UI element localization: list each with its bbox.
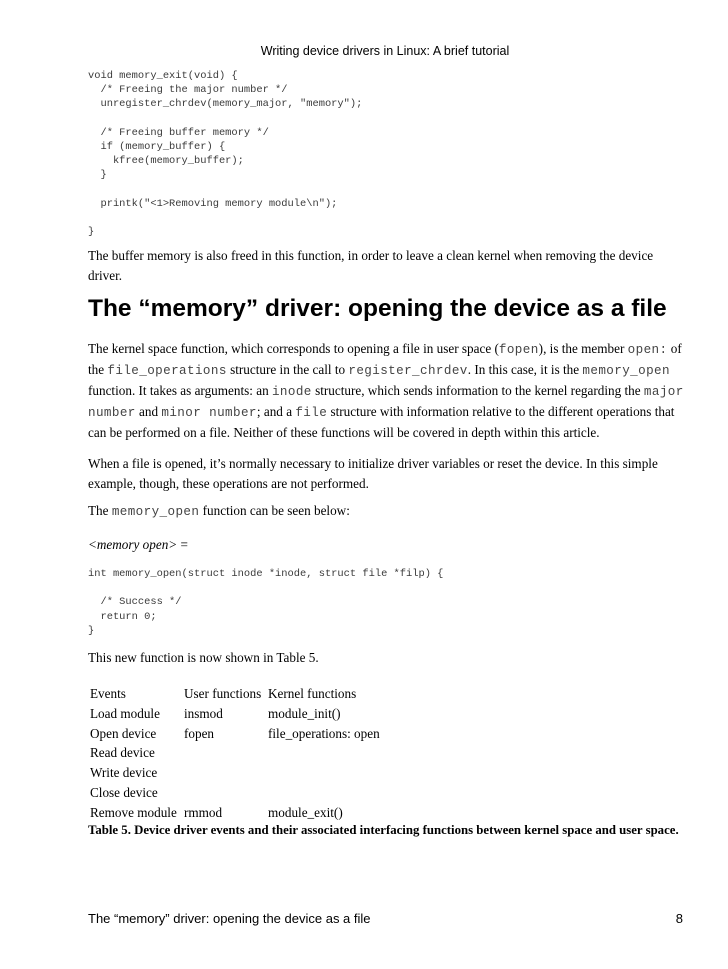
table-row: [88, 743, 382, 763]
table-cell: fopen: [184, 725, 215, 741]
table-caption: Table 5. Device driver events and their associated interfacing functions between kernel space and user space.: [88, 823, 679, 837]
table-cell: [266, 763, 382, 783]
code-block-memory-exit: void memory_exit(void) { /* Freeing the major number */ unregister_chrdev(memory_major, "memory"); /* Freeing buffer memory */ if (memory_buffer) { kfree(memory_buffer); } printk("<1>Removing memory module\n"); }: [88, 70, 363, 239]
table-header-cell: Events: [90, 686, 126, 701]
chunk-label: <memory open> =: [88, 537, 188, 552]
table-header-cell: User functions: [184, 686, 262, 701]
paragraph-memory-open-intro: The memory_open function can be seen below:: [88, 503, 350, 519]
table-cell: Remove module: [90, 804, 177, 820]
table-cell: [182, 763, 266, 783]
paragraph-table-reference: This new function is now shown in Table 5.: [88, 650, 319, 665]
table-cell: Read device: [90, 745, 155, 761]
table-cell: file_operations: open: [268, 725, 380, 741]
table-cell: insmod: [184, 705, 223, 721]
table-row: [88, 684, 382, 704]
paragraph-buffer-freed: The buffer memory is also freed in this function, in order to leave a clean kernel when removing the device driver.: [88, 248, 654, 283]
table-row: [88, 803, 382, 823]
table-cell: module_exit(): [268, 804, 343, 820]
table-row: [88, 783, 382, 803]
table-cell: [182, 743, 266, 763]
paragraph-initialize-variables: When a file is opened, it’s normally necessary to initialize driver variables or reset the device. In this simple example, though, these operations are not performed.: [88, 456, 658, 491]
footer-section-title: The “memory” driver: opening the device as a file: [88, 911, 371, 926]
table-row: [88, 704, 382, 724]
table-row: [88, 763, 382, 783]
table-cell: Open device: [90, 725, 157, 741]
page-number: 8: [675, 911, 683, 926]
table-cell: Write device: [90, 765, 158, 781]
running-header: Writing device drivers in Linux: A brief tutorial: [260, 44, 510, 58]
table-cell: [182, 783, 266, 803]
table-cell: Load module: [90, 705, 160, 721]
table-header-cell: Kernel functions: [268, 686, 357, 701]
table-cell: [266, 783, 382, 803]
section-heading: The “memory” driver: opening the device as a file: [88, 295, 667, 322]
table-cell: Close device: [90, 784, 158, 800]
table-cell: rmmod: [184, 804, 223, 820]
table-cell: module_init(): [268, 705, 341, 721]
table-cell: [266, 743, 382, 763]
events-table: [88, 684, 382, 823]
code-block-memory-open: int memory_open(struct inode *inode, struct file *filp) { /* Success */ return 0; }: [88, 568, 444, 637]
paragraph-open-function: The kernel space function, which corresponds to opening a file in user space (fopen), is the member open: of the file_operations structure in the call to register_chrdev. In this case, it is the memory_open function. It takes as arguments: an inode structure, which sends information to the kernel regarding the major number and minor number; and a file structure with information relative to the different operations that can be performed on a file. Neither of these functions will be covered in depth within this article.: [88, 341, 684, 440]
table-row: [88, 724, 382, 744]
